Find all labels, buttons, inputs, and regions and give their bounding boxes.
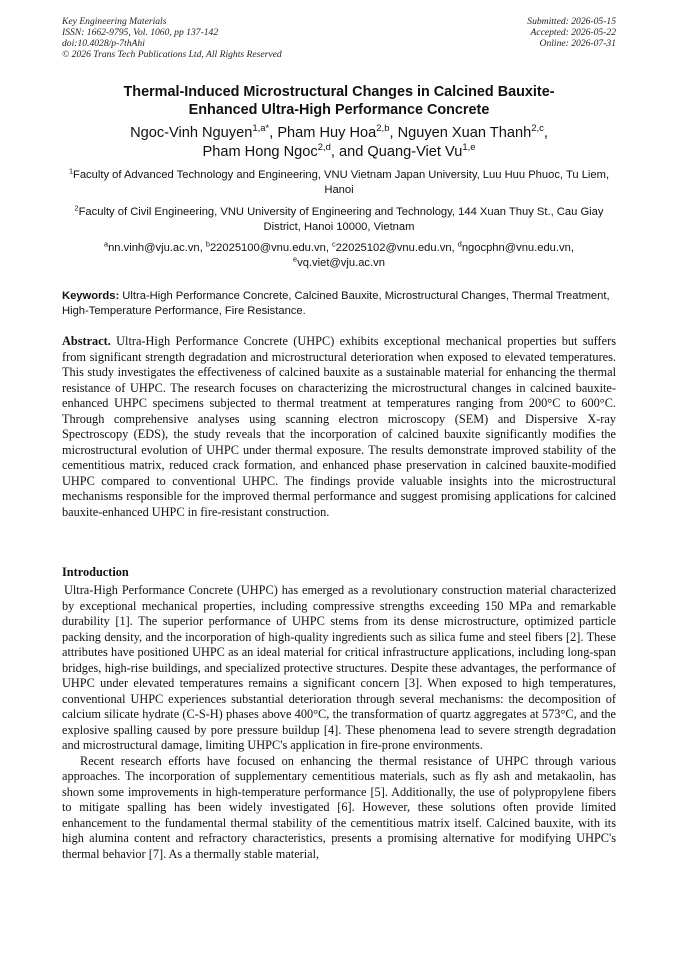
issn-volume: ISSN: 1662-9795, Vol. 1060, pp 137-142 bbox=[62, 27, 219, 38]
email-separator: , bbox=[199, 242, 206, 254]
affiliation-text: Faculty of Advanced Technology and Engineering, VNU Vietnam Japan University, Luu Huu Phuoc, Tu Liem, Hanoi bbox=[72, 169, 610, 196]
email-link[interactable]: ngocphn@vnu.edu.vn bbox=[461, 242, 571, 254]
author-name: Pham Hong Ngoc bbox=[202, 144, 318, 160]
email-link[interactable]: 22025102@vnu.edu.vn bbox=[335, 242, 452, 254]
keywords-label: Keywords: bbox=[62, 290, 120, 302]
email-marker: b bbox=[205, 239, 210, 249]
email-marker: c bbox=[332, 239, 336, 249]
author-name: Nguyen Xuan Thanh bbox=[397, 125, 532, 141]
title-line-2: Enhanced Ultra-High Performance Concrete bbox=[188, 102, 490, 118]
keywords-text: Ultra-High Performance Concrete, Calcined Bauxite, Microstructural Changes, Thermal Treatment, High-Temperature Performance, Fire Resistance. bbox=[62, 290, 610, 317]
submission-dates-header bbox=[527, 16, 616, 49]
affiliation-1 bbox=[62, 168, 616, 198]
doi: doi:10.4028/p-7thAhi bbox=[62, 38, 145, 49]
abstract-text: Ultra-High Performance Concrete (UHPC) exhibits exceptional mechanical properties but suffers from significant strength degradation and microstructural deterioration when exposed to elevated temperatures. This study investigates the effectiveness of calcined bauxite as a sustainable material for enhancing the thermal resistance of UHPC. The research focuses on characterizing the microstructural changes in calcined bauxite-enhanced UHPC specimens subjected to thermal treatment at temperatures ranging from 200°C to 600°C. Through comprehensive analyses using scanning electron microscopy (SEM) and Dispersive X-ray Spectroscopy (EDS), the study reveals that the incorporation of calcined bauxite significantly modifies the microstructural evolution of UHPC under thermal exposure. The results demonstrate improved stability of the cementitious matrix, reduced crack formation, and enhanced phase preservation in calcined bauxite-modified UHPC compared to conventional UHPC. The findings provide valuable insights into the microstructural mechanisms responsible for the improved thermal performance and suggest promising applications for calcined bauxite-enhanced UHPC in fire-resistant construction. bbox=[62, 334, 616, 519]
author-separator: , bbox=[269, 125, 278, 141]
introduction-body bbox=[62, 583, 616, 862]
section-heading-introduction: Introduction bbox=[62, 565, 129, 579]
author-affiliation-marker: 2,d bbox=[317, 142, 331, 154]
author-affiliation-marker: 2,b bbox=[376, 123, 390, 135]
journal-name: Key Engineering Materials bbox=[62, 16, 167, 27]
author-separator: , bbox=[389, 125, 398, 141]
introduction-paragraph-1: Ultra-High Performance Concrete (UHPC) has emerged as a revolutionary construction material characterized by exceptional mechanical properties, including compressive strengths exceeding 150 MPa and remarkable durability [1]. The superior performance of UHPC stems from its dense microstructure, optimized particle packing density, and the incorporation of high-quality ingredients such as silica fume and steel fibers [2]. These attributes have positioned UHPC as an ideal material for critical infrastructure applications, including long-span bridges, high-rise buildings, and specialized protective structures. Despite these advantages, the performance of UHPC under elevated temperatures remains a significant concern [3]. When exposed to high temperatures, conventional UHPC experiences substantial deterioration through several mechanisms: the decomposition of calcium silicate hydrate (C-S-H) phases above 400°C, the transformation of quartz aggregates at 573°C, and the explosive spalling caused by pore pressure buildup [4]. These phenomena lead to severe strength degradation and microstructural damage, limiting UHPC's application in fire-prone environments. bbox=[62, 583, 616, 752]
email-separator: , bbox=[451, 242, 458, 254]
affiliation-marker: 2 bbox=[74, 203, 79, 213]
keywords bbox=[62, 289, 616, 319]
email-marker: e bbox=[293, 254, 298, 264]
paper-title bbox=[62, 83, 616, 119]
affiliation-text: Faculty of Civil Engineering, VNU University of Engineering and Technology, 144 Xuan Thuy St., Cau Giay District, Hanoi 10000, Vietnam bbox=[78, 206, 604, 233]
author-separator: , bbox=[543, 125, 548, 141]
email-marker: d bbox=[457, 239, 462, 249]
author-name: Pham Huy Hoa bbox=[277, 125, 377, 141]
submitted-date: Submitted: 2026-05-15 bbox=[527, 16, 616, 27]
abstract-label: Abstract. bbox=[62, 334, 111, 348]
email-link[interactable]: vq.viet@vju.ac.vn bbox=[297, 257, 385, 269]
introduction-paragraph-2: Recent research efforts have focused on enhancing the thermal resistance of UHPC through various approaches. The incorporation of supplementary cementitious materials, such as fly ash and metakaolin, has shown some improvements in high-temperature performance [5]. Additionally, the use of polypropylene fibers to mitigate spalling has been widely investigated [6]. However, these solutions often provide limited enhancement to the fundamental thermal stability of the cementitious matrix itself. Calcined bauxite, with its high alumina content and refractory characteristics, presents a promising alternative for modifying UHPC's thermal behavior [7]. As a thermally stable material, bbox=[62, 753, 616, 861]
abstract bbox=[62, 334, 616, 520]
author-emails bbox=[62, 241, 616, 271]
email-link[interactable]: nn.vinh@vju.ac.vn bbox=[108, 242, 200, 254]
author-affiliation-marker: 2,c bbox=[531, 123, 544, 135]
affiliation-2 bbox=[62, 205, 616, 235]
journal-info-header bbox=[62, 16, 282, 60]
accepted-date: Accepted: 2026-05-22 bbox=[530, 27, 616, 38]
affiliation-marker: 1 bbox=[68, 166, 73, 176]
email-marker: a bbox=[104, 239, 109, 249]
copyright: © 2026 Trans Tech Publications Ltd, All Rights Reserved bbox=[62, 49, 282, 60]
author-name: Quang-Viet Vu bbox=[367, 144, 463, 160]
email-separator: , bbox=[570, 242, 574, 254]
author-affiliation-marker: 1,e bbox=[462, 142, 476, 154]
author-separator: , and bbox=[330, 144, 368, 160]
author-affiliation-marker: 1,a* bbox=[252, 123, 270, 135]
online-date: Online: 2026-07-31 bbox=[539, 38, 616, 49]
author-name: Ngoc-Vinh Nguyen bbox=[130, 125, 253, 141]
title-line-1: Thermal-Induced Microstructural Changes in Calcined Bauxite- bbox=[123, 84, 555, 100]
email-link[interactable]: 22025100@vnu.edu.vn bbox=[209, 242, 326, 254]
email-separator: , bbox=[325, 242, 333, 254]
author-list bbox=[62, 124, 616, 162]
